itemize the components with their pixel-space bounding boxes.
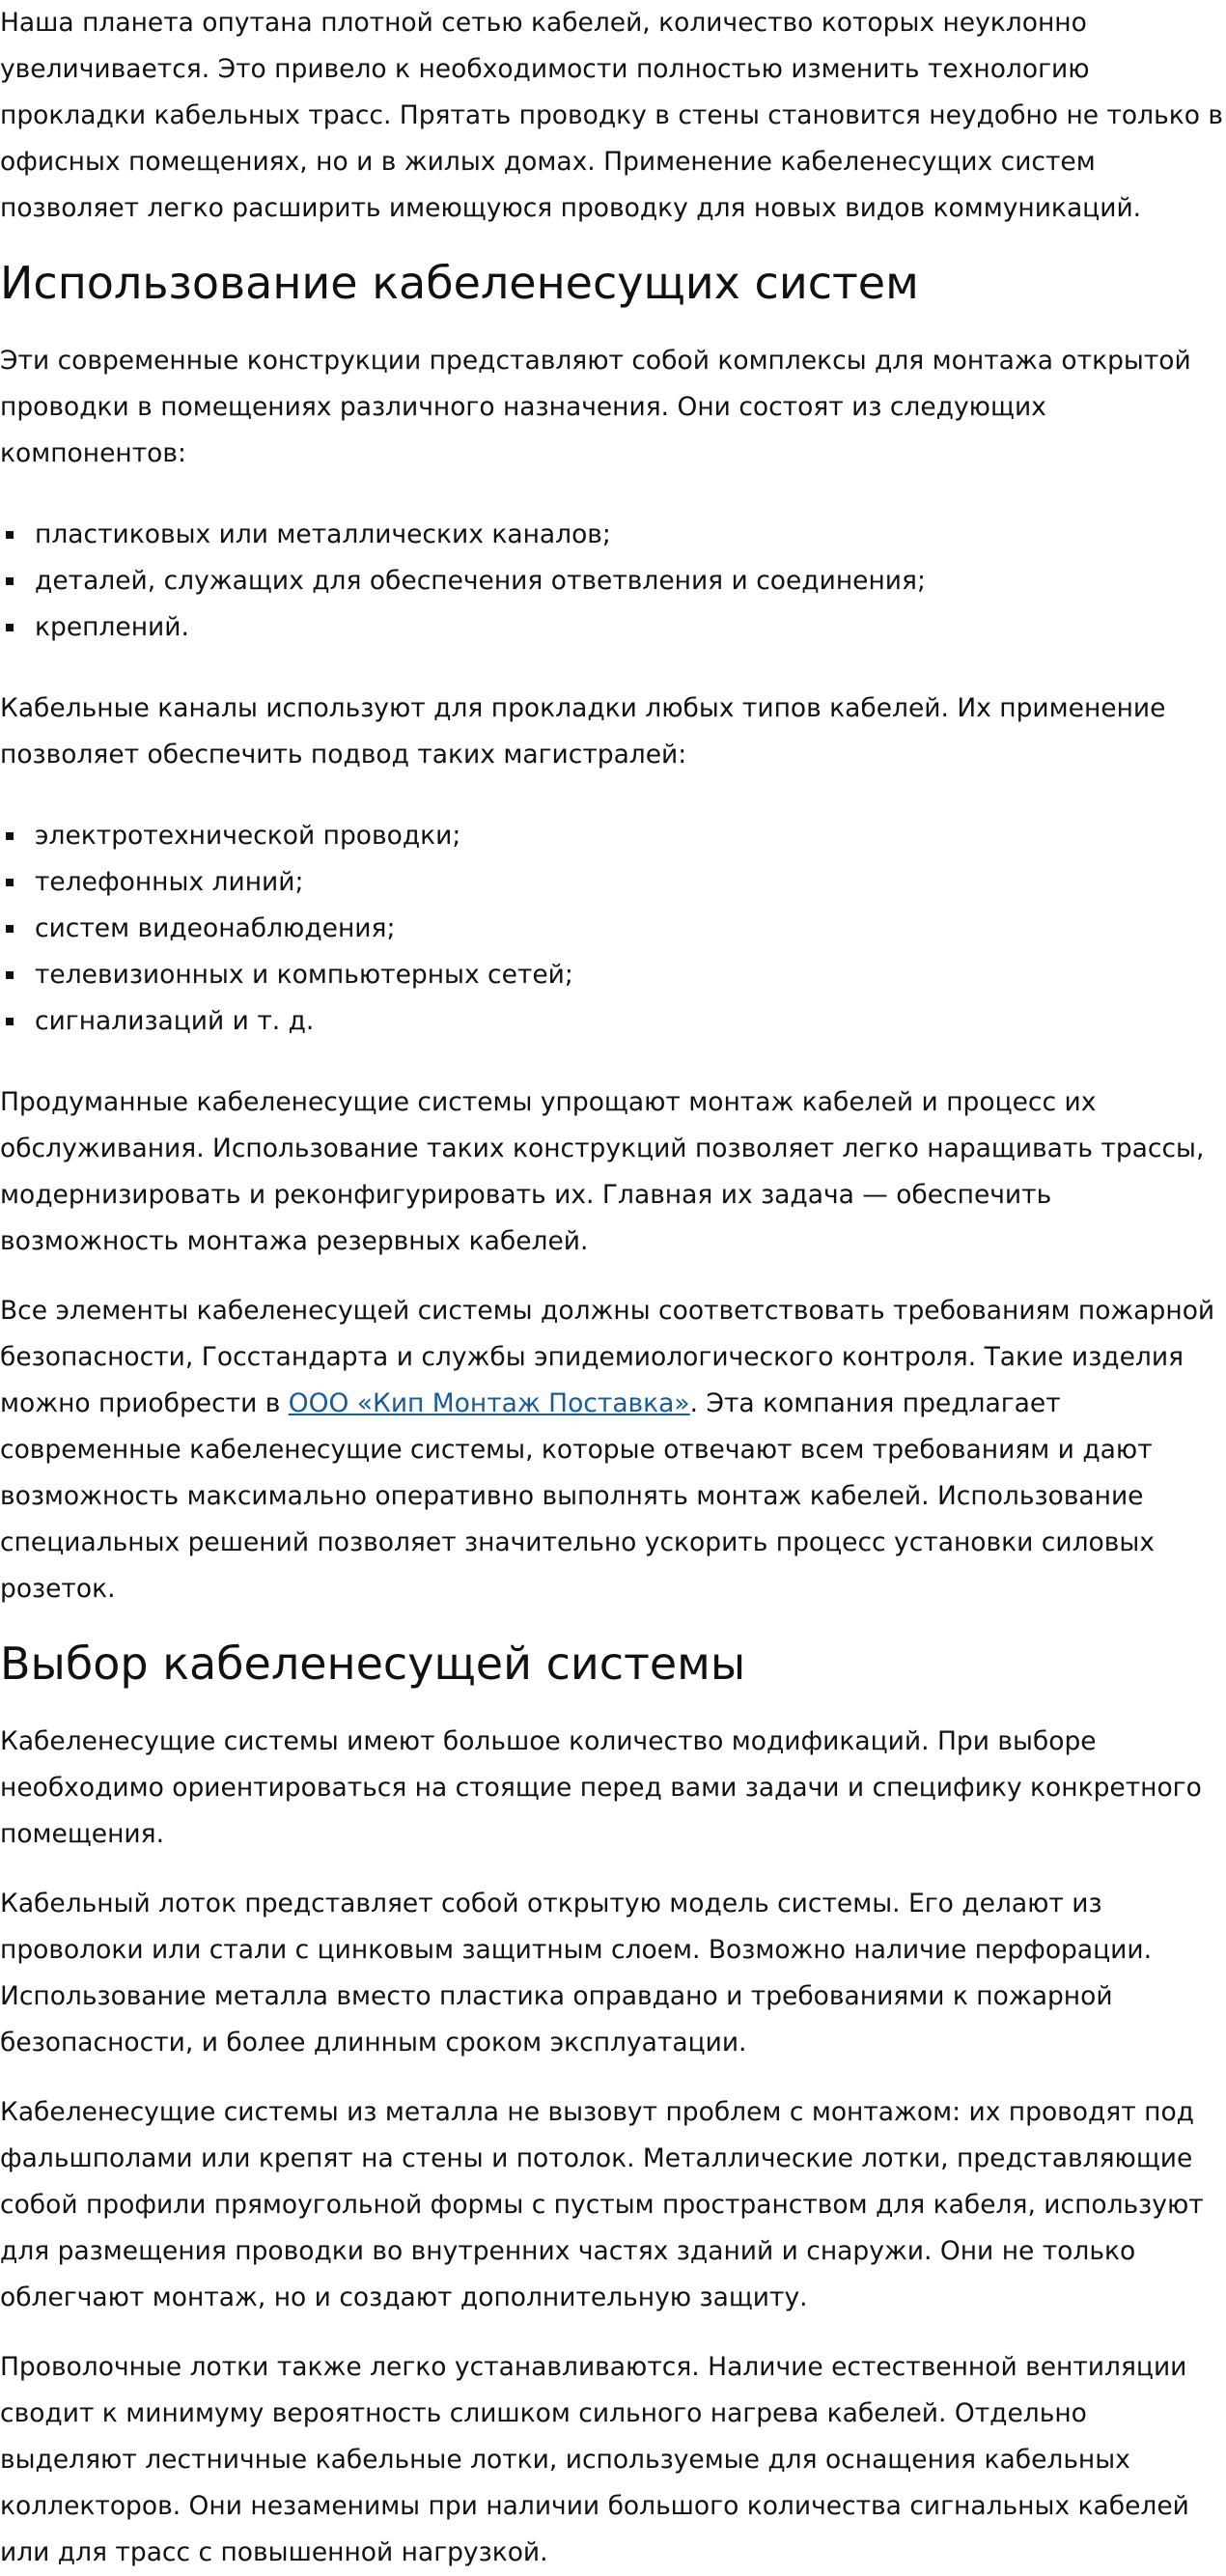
section-heading-usage: Использование кабеленесущих систем	[0, 257, 919, 309]
list-item: телефонных линий;	[0, 859, 1226, 906]
paragraph: Кабеленесущие системы имеют большое количество модификаций. При выборе необходимо ориентироваться на стоящие перед вами задачи и специфику конкретного помещения.	[0, 1726, 1202, 1849]
paragraph: Эти современные конструкции представляют собой комплексы для монтажа открытой проводки в помещениях различного назначения. Они состоят из следующих компонентов:	[0, 346, 1191, 468]
text-span: . Эта компания предлагает современные кабеленесущие системы, которые отвечают всем требованиям и дают возможность максимально оперативно выполнять монтаж кабелей. Использование специальных решений позволяет значительно ускорить процесс установки силовых розеток.	[0, 1388, 1155, 1604]
paragraph: Кабеленесущие системы из металла не вызовут проблем с монтажом: их проводят под фальшполами или крепят на стены и потолок. Металлические лотки, представляющие собой профили прямоугольной формы с пустым пространством для кабеля, используют для размещения проводки во внутренних частях зданий и снаружи. Они не только облегчают монтаж, но и создают дополнительную защиту.	[0, 2097, 1204, 2312]
company-link[interactable]: ООО «Кип Монтаж Поставка»	[288, 1388, 690, 1418]
list-item: электротехнической проводки;	[0, 813, 1226, 859]
paragraph: Продуманные кабеленесущие системы упрощают монтаж кабелей и процесс их обслуживания. Использование таких конструкций позволяет легко наращивать трассы, модернизировать и реконфигурировать их. Главная их задача — обеспечить возможность монтажа резервных кабелей.	[0, 1087, 1205, 1256]
list-item: креплений.	[0, 604, 1226, 651]
text-span: Все элементы кабеленесущей системы должны соответствовать требованиям пожарной безопасности, Госстандарта и службы эпидемиологического контроля. Такие изделия можно приобрести в	[0, 1296, 1215, 1418]
section-heading-choice: Выбор кабеленесущей системы	[0, 1638, 746, 1690]
paragraph: Проволочные лотки также легко устанавливаются. Наличие естественной вентиляции сводит к минимуму вероятность слишком сильного нагрева кабелей. Отдельно выделяют лестничные кабельные лотки, используемые для оснащения кабельных коллекторов. Они незаменимы при наличии большого количества сигнальных кабелей или для трасс с повышенной нагрузкой.	[0, 2352, 1189, 2567]
intro-paragraph: Наша планета опутана плотной сетью кабелей, количество которых неуклонно увеличивается. Это привело к необходимости полностью изменить технологию прокладки кабельных трасс. Прятать проводку в стены становится неудобно не только в офисных помещениях, но и в жилых домах. Применение кабеленесущих систем позволяет легко расширить имеющуюся проводку для новых видов коммуникаций.	[0, 8, 1223, 223]
list-item: пластиковых или металлических каналов;	[0, 512, 1226, 558]
list-item: систем видеонаблюдения;	[0, 906, 1226, 952]
paragraph: Кабельный лоток представляет собой открытую модель системы. Его делают из проволоки или стали с цинковым защитным слоем. Возможно наличие перфорации. Использование металла вместо пластика оправдано и требованиями к пожарной безопасности, и более длинным сроком эксплуатации.	[0, 1889, 1153, 2058]
list-item: деталей, служащих для обеспечения ответвления и соединения;	[0, 558, 1226, 604]
paragraph-with-link	[0, 1288, 1226, 1612]
components-list	[0, 512, 1226, 651]
list-item: телевизионных и компьютерных сетей;	[0, 952, 1226, 998]
paragraph: Кабельные каналы используют для прокладки любых типов кабелей. Их применение позволяет обеспечить подвод таких магистралей:	[0, 693, 1166, 770]
lines-list	[0, 813, 1226, 1045]
list-item: сигнализаций и т. д.	[0, 998, 1226, 1045]
